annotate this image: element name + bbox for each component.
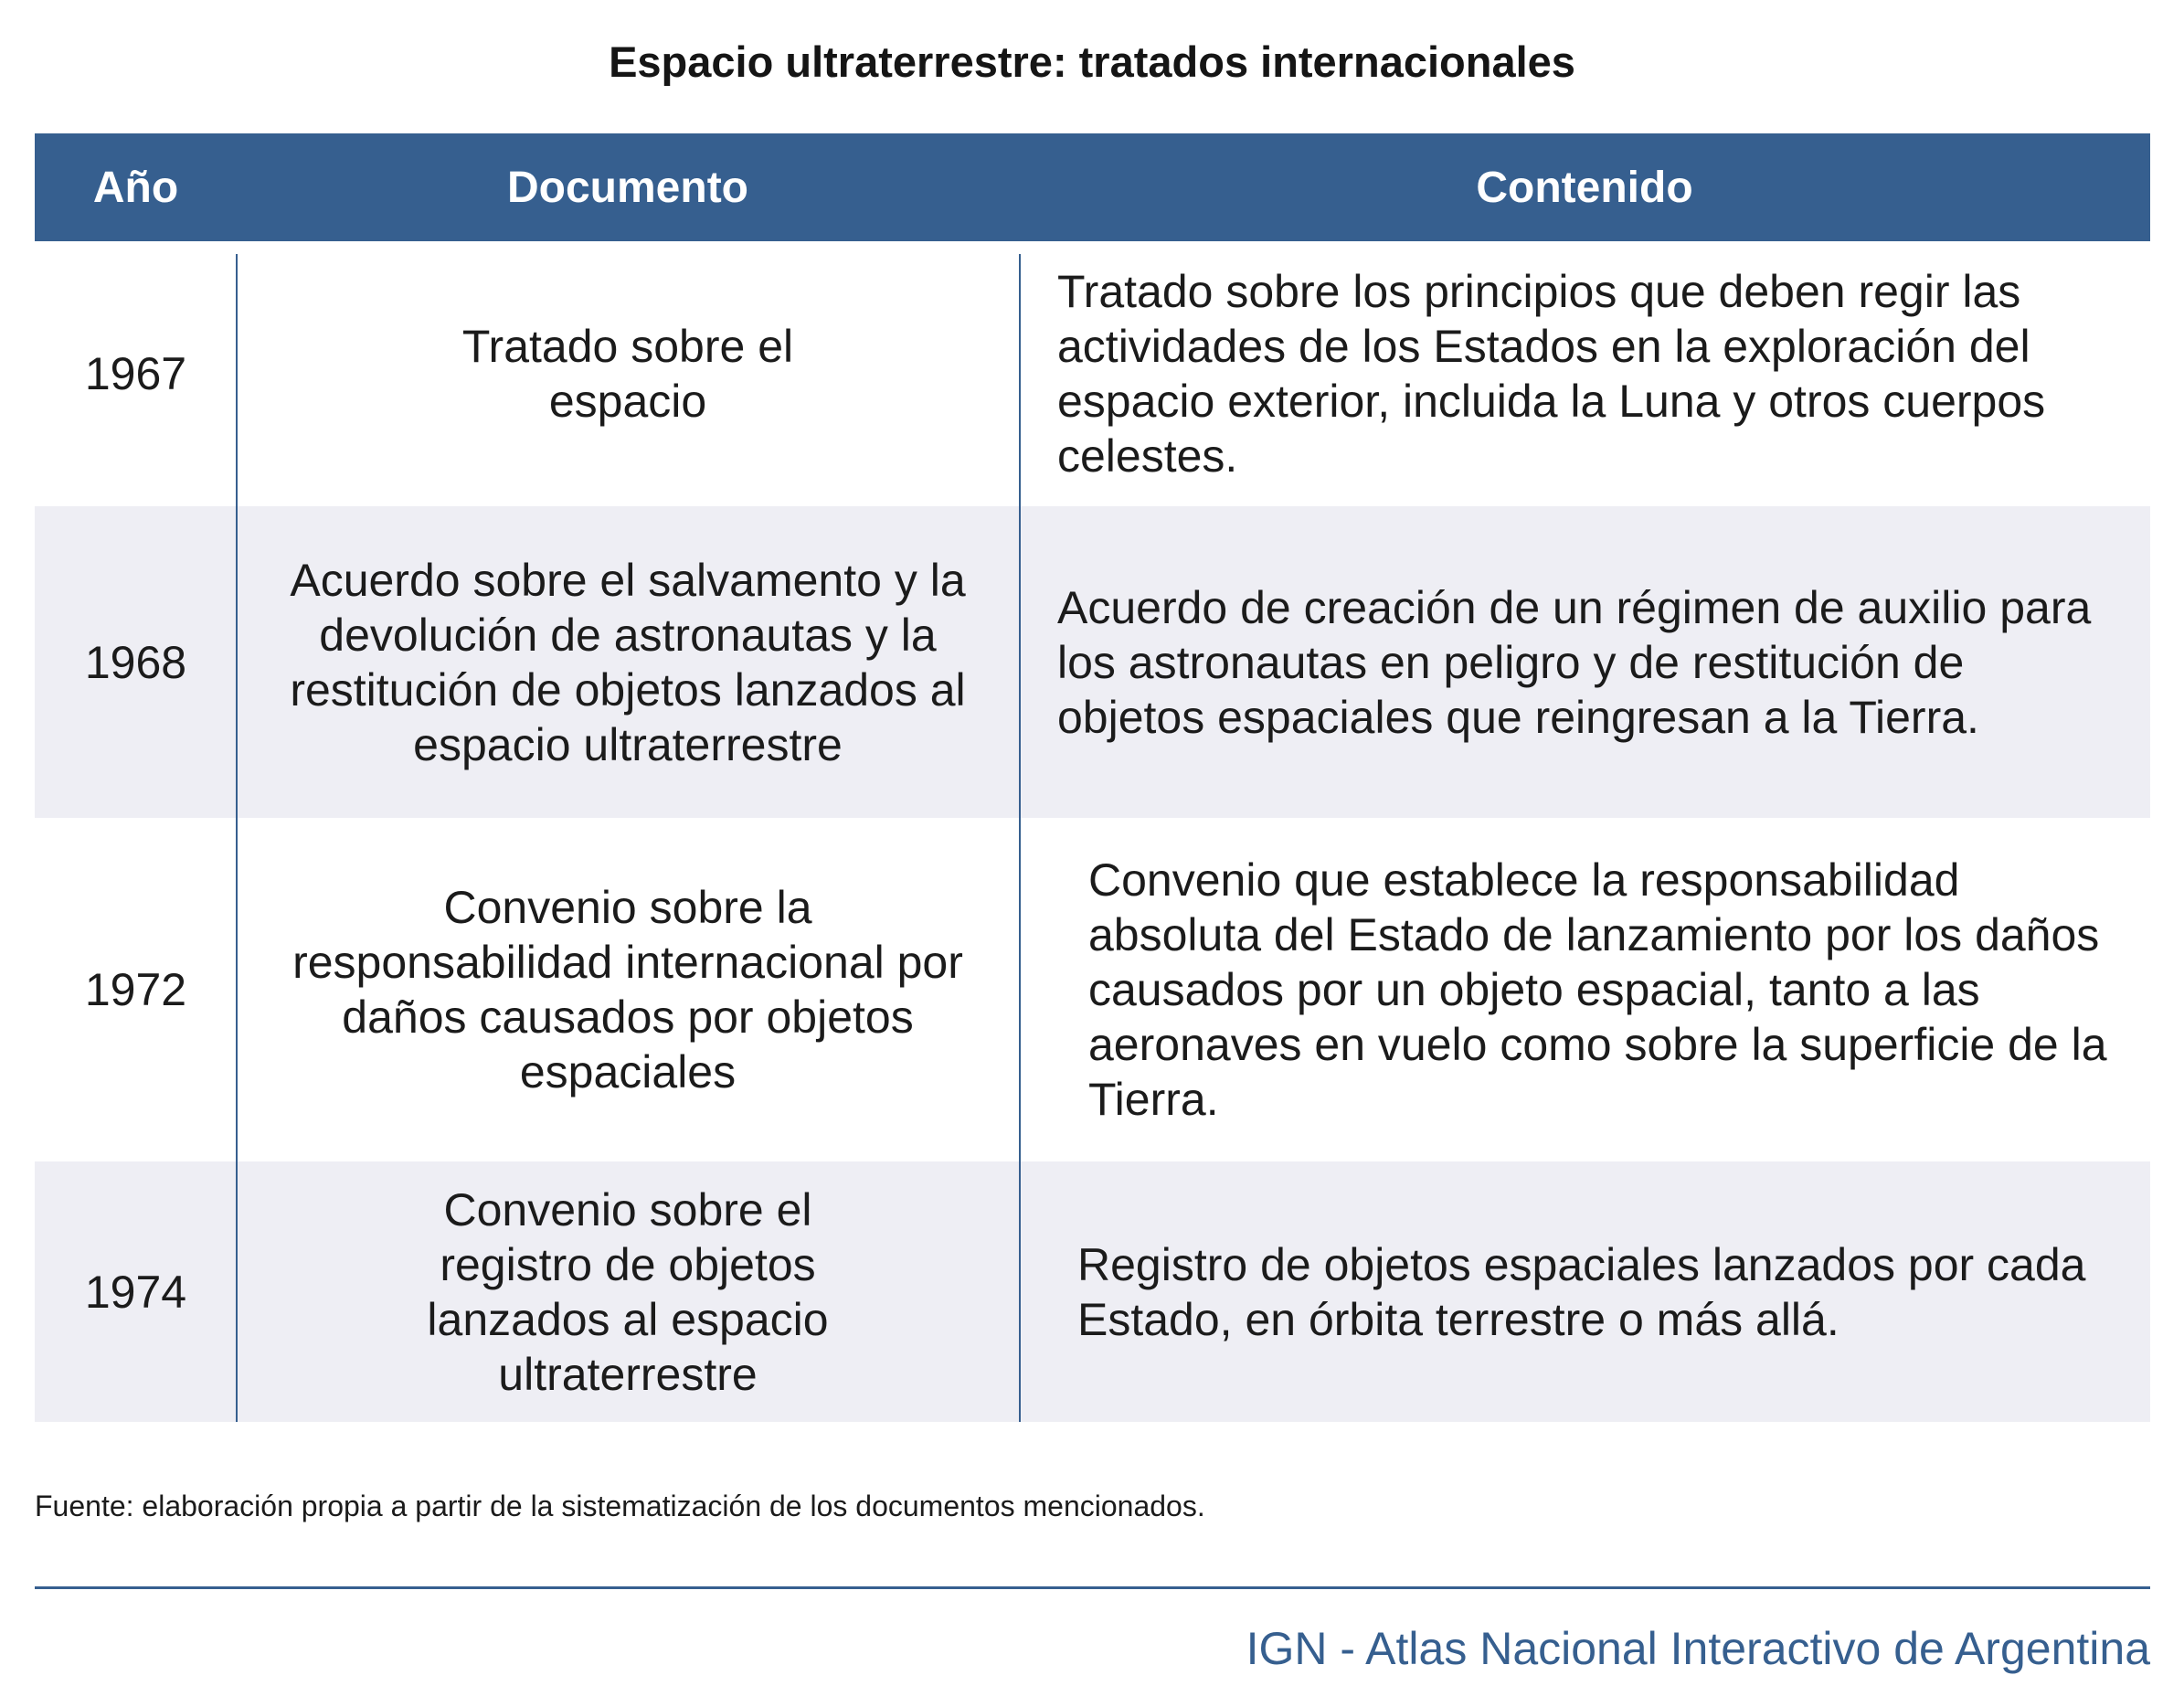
column-divider (236, 254, 238, 1422)
table-body (35, 241, 2150, 1422)
footer-divider (35, 1586, 2150, 1589)
footer-brand: IGN - Atlas Nacional Interactivo de Argentina (1246, 1623, 2150, 1674)
cell-content: Acuerdo de creación de un régimen de auxilio para los astronautas en peligro y de restitución de objetos espaciales que reingresan a la Tierra. (1057, 581, 2092, 743)
column-header-year: Año (92, 163, 179, 212)
cell-content: Convenio que establece la responsabilidad absoluta del Estado de lanzamiento por los daños causados por un objeto espacial, tanto a las aeronaves en vuelo como sobre la superficie de la Tierra. (1088, 854, 2107, 1125)
cell-content: Registro de objetos espaciales lanzados por cada Estado, en órbita terrestre o más allá. (1077, 1238, 2086, 1345)
table-header (35, 133, 2150, 241)
cell-document: Acuerdo sobre el salvamento y la devolución de astronautas y la restitución de objetos lanzados al espacio ultraterrestre (290, 554, 966, 770)
page-title: Espacio ultraterrestre: tratados internacionales (609, 37, 1575, 86)
cell-content: Tratado sobre los principios que deben regir las actividades de los Estados en la exploración del espacio exterior, incluida la Luna y otros cuerpos celestes. (1057, 266, 2046, 482)
cell-document: Convenio sobre el registro de objetos lanzados al espacio ultraterrestre (427, 1183, 829, 1400)
cell-year: 1968 (84, 636, 187, 688)
table-row (35, 506, 2150, 818)
cell-year: 1974 (84, 1266, 187, 1318)
table-row (35, 1161, 2150, 1422)
source-note: Fuente: elaboración propia a partir de la sistematización de los documentos mencionados. (35, 1490, 1205, 1522)
cell-document: Tratado sobre el espacio (461, 321, 794, 427)
table-row (35, 818, 2150, 1161)
treaties-table (35, 133, 2150, 1422)
cell-year: 1967 (84, 348, 187, 399)
column-header-document: Documento (507, 163, 748, 212)
cell-document: Convenio sobre la responsabilidad internacional por daños causados por objetos espaciales (292, 882, 963, 1097)
cell-year: 1972 (84, 964, 187, 1015)
table-row (35, 241, 2150, 506)
column-header-content: Contenido (1476, 163, 1693, 212)
column-divider (1019, 254, 1021, 1422)
